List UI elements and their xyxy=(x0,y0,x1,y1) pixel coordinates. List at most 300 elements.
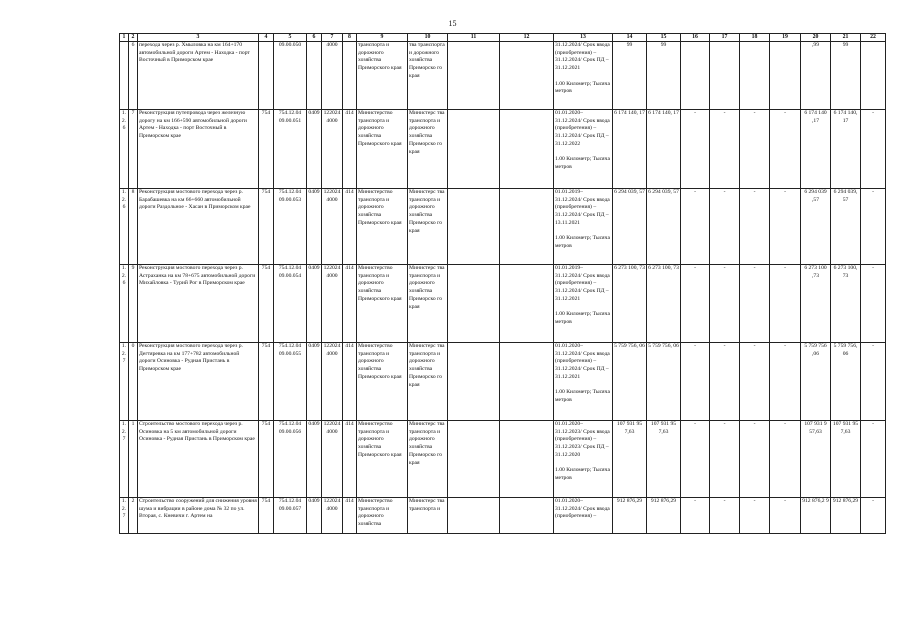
table-cell-col-21 xyxy=(831,265,861,343)
table-cell-col-21 xyxy=(831,189,861,265)
table-cell-col-20 xyxy=(801,265,831,343)
table-cell-col-5 xyxy=(274,110,307,189)
cell-text: 99 xyxy=(626,42,633,48)
table-cell-col-21 xyxy=(831,421,861,498)
cell-text: 122024 4000 xyxy=(323,189,341,203)
table-cell-col-10 xyxy=(408,421,448,498)
table-cell-col-5 xyxy=(274,343,307,421)
table-cell-col-3 xyxy=(138,343,259,421)
table-cell-col-18 xyxy=(740,343,770,421)
table-cell-col-22 xyxy=(861,343,886,421)
table-cell-col-9 xyxy=(357,189,408,265)
cell-text: Реконструкция мостового перехода через р. Дегтяревка на км 177+782 автомобильной дороги Осиновка - Рудная Пристань в Приморском крае xyxy=(139,343,243,373)
table-cell-col-8 xyxy=(343,421,357,498)
table-cell-col-12 xyxy=(500,189,554,265)
cell-text: 414 xyxy=(345,110,354,116)
table-cell-col-2 xyxy=(129,265,138,343)
table-cell-col-14 xyxy=(613,421,647,498)
table-cell-col-21 xyxy=(831,498,861,534)
cell-text: - xyxy=(872,110,874,116)
table-cell-col-9 xyxy=(357,265,408,343)
cell-text: 0409 xyxy=(308,498,320,504)
column-header-1: 1 xyxy=(120,34,129,42)
table-cell-col-6 xyxy=(307,189,322,265)
table-cell-col-20 xyxy=(801,42,831,110)
table-cell-col-1 xyxy=(120,189,129,265)
cell-text: 01.01.2020– 31.12.2024/ Срок ввода (приобретения) – 31.12.2024/ Срок ПД – 31.12.2021 1.00 Километр; Тысяча метров xyxy=(555,343,610,403)
column-header-10: 10 xyxy=(408,34,448,42)
column-header-19: 19 xyxy=(770,34,801,42)
table-cell-col-2 xyxy=(129,110,138,189)
column-header-18: 18 xyxy=(740,34,770,42)
column-header-21: 21 xyxy=(831,34,861,42)
column-header-12: 12 xyxy=(500,34,554,42)
table-cell-col-22 xyxy=(861,110,886,189)
cell-text: Министерство транспорта и дорожного хозяйства Приморского края xyxy=(358,421,402,458)
cell-text: Строительство мостового перехода через р. Осиновка на 5 км автомобильной дороги Осиновка - Рудная Пристань в Приморском крае xyxy=(139,421,255,443)
table-cell-col-9 xyxy=(357,421,408,498)
cell-text: ,99 xyxy=(812,42,819,48)
cell-text: 414 xyxy=(345,189,354,195)
cell-text: 754 xyxy=(261,421,271,427)
column-header-13: 13 xyxy=(554,34,613,42)
table-cell-col-18 xyxy=(740,110,770,189)
table-cell-col-12 xyxy=(500,343,554,421)
cell-text: - xyxy=(694,265,696,271)
cell-text: 414 xyxy=(345,498,354,504)
table-cell-col-19 xyxy=(770,498,801,534)
cell-text: Министерс тва транспорта и дорожного хозяйства Приморско го края xyxy=(409,110,445,155)
table-cell-col-8 xyxy=(343,498,357,534)
cell-text: 754.12.04 09.00.051 xyxy=(278,110,302,124)
table-cell-col-15 xyxy=(647,421,681,498)
table-cell-col-22 xyxy=(861,498,886,534)
cell-text: 1.2.6 xyxy=(121,265,127,287)
cell-text: 107 931 95 7,63 xyxy=(832,421,859,435)
cell-text: - xyxy=(723,498,726,504)
cell-text: - xyxy=(723,110,726,116)
table-cell-col-21 xyxy=(831,343,861,421)
table-cell-col-10 xyxy=(408,189,448,265)
table-cell-col-4 xyxy=(259,189,274,265)
cell-text: 754.12.04 09.00.055 xyxy=(278,343,302,357)
table-cell-col-15 xyxy=(647,343,681,421)
table-cell-col-7 xyxy=(322,498,343,534)
page-number: 15 xyxy=(448,19,457,28)
cell-text: - xyxy=(694,343,696,349)
cell-text: 1.2.7 xyxy=(121,498,127,520)
cell-text: Министерство транспорта и дорожного хозяйства Приморского края xyxy=(358,110,402,147)
table-cell-col-5 xyxy=(274,498,307,534)
table-cell-col-16 xyxy=(681,498,710,534)
table-cell-col-7 xyxy=(322,421,343,498)
table-cell-col-14 xyxy=(613,189,647,265)
table-cell-col-3 xyxy=(138,421,259,498)
cell-text: 6 xyxy=(131,42,135,48)
table-cell-col-19 xyxy=(770,421,801,498)
table-cell-col-18 xyxy=(740,498,770,534)
column-header-7: 7 xyxy=(322,34,343,42)
cell-text: 2 xyxy=(131,498,135,504)
cell-text: 5 759 756, 06 xyxy=(833,343,858,357)
table-cell-col-22 xyxy=(861,42,886,110)
cell-text: Министерс тва транспорта и дорожного хозяйства Приморско го края xyxy=(409,189,445,234)
table-cell-col-4 xyxy=(259,343,274,421)
table-body xyxy=(120,42,886,534)
table-cell-col-17 xyxy=(710,42,740,110)
cell-text: Реконструкция мостового перехода через р. Астраханка на км 78+675 автомобильной дороги Михайловка - Турий Рог в Приморском крае xyxy=(139,265,256,287)
table-cell-col-14 xyxy=(613,42,647,110)
table-row xyxy=(120,42,886,110)
table-cell-col-13 xyxy=(554,110,613,189)
cell-text: 1.2.6 xyxy=(121,189,127,211)
cell-text: 0409 xyxy=(308,343,320,349)
cell-text: 107 931 9 57,63 xyxy=(804,421,827,435)
table-cell-col-17 xyxy=(710,421,740,498)
cell-text: 99 xyxy=(660,42,667,48)
cell-text: 99 xyxy=(842,42,849,48)
cell-text: 6 174 140, 17 xyxy=(833,110,858,124)
table-cell-col-18 xyxy=(740,189,770,265)
cell-text: 31.12.2024/ Срок ввода (приобретения) – 31.12.2024/ Срок ПД – 31.12.2021 1.00 Километр; Тысяча метров xyxy=(555,42,610,95)
cell-text: Строительство сооружений для снижения уровня шума и вибрации в районе дома № 32 по ул. Вторая, с. Кневичи г. Артем на xyxy=(139,498,257,520)
cell-text: - xyxy=(694,189,696,195)
cell-text: 5 759 756, 06 xyxy=(648,343,679,349)
table-cell-col-18 xyxy=(740,42,770,110)
table-cell-col-2 xyxy=(129,498,138,534)
cell-text: 6 294 039 ,57 xyxy=(804,189,827,203)
table-cell-col-10 xyxy=(408,110,448,189)
column-header-22: 22 xyxy=(861,34,886,42)
table-cell-col-21 xyxy=(831,42,861,110)
cell-text: - xyxy=(784,343,786,349)
cell-text: 09.00.050 xyxy=(278,42,302,48)
table-cell-col-6 xyxy=(307,421,322,498)
table-cell-col-6 xyxy=(307,110,322,189)
cell-text: 0409 xyxy=(308,189,320,195)
table-cell-col-3 xyxy=(138,498,259,534)
cell-text: 0409 xyxy=(308,110,320,116)
table-cell-col-11 xyxy=(448,265,500,343)
cell-text: 107 931 95 7,63 xyxy=(650,421,677,435)
cell-text: 6 174 140, 17 xyxy=(614,110,645,116)
cell-text: 754.12.04 09.00.056 xyxy=(278,421,302,435)
table-cell-col-19 xyxy=(770,42,801,110)
table-row xyxy=(120,189,886,265)
table-cell-col-6 xyxy=(307,343,322,421)
cell-text: - xyxy=(753,265,756,271)
table-cell-col-7 xyxy=(322,265,343,343)
column-header-6: 6 xyxy=(307,34,322,42)
column-header-8: 8 xyxy=(343,34,357,42)
cell-text: - xyxy=(872,189,874,195)
cell-text: 414 xyxy=(345,421,354,427)
table-cell-col-18 xyxy=(740,265,770,343)
table-cell-col-15 xyxy=(647,265,681,343)
cell-text: 122024 4000 xyxy=(323,421,341,435)
cell-text: 0409 xyxy=(308,265,320,271)
table-cell-col-1 xyxy=(120,42,129,110)
table-cell-col-15 xyxy=(647,42,681,110)
table-cell-col-17 xyxy=(710,343,740,421)
table-cell-col-7 xyxy=(322,189,343,265)
column-header-15: 15 xyxy=(647,34,681,42)
cell-text: 6 294 039, 57 xyxy=(833,189,858,203)
table-cell-col-2 xyxy=(129,42,138,110)
cell-text: 122024 4000 xyxy=(323,265,341,279)
table-cell-col-22 xyxy=(861,421,886,498)
cell-text: - xyxy=(784,498,786,504)
table-cell-col-13 xyxy=(554,498,613,534)
cell-text: 1 xyxy=(131,421,135,427)
table-cell-col-6 xyxy=(307,265,322,343)
table-cell-col-13 xyxy=(554,343,613,421)
cell-text: - xyxy=(872,265,874,271)
cell-text: 912 876,29 xyxy=(616,498,643,504)
cell-text: 6 174 140, 17 xyxy=(648,110,679,116)
cell-text: 6 273 100, 73 xyxy=(614,265,645,271)
table-cell-col-1 xyxy=(120,343,129,421)
cell-text: - xyxy=(694,498,696,504)
table-cell-col-7 xyxy=(322,343,343,421)
cell-text: - xyxy=(784,189,786,195)
table-cell-col-16 xyxy=(681,343,710,421)
column-header-14: 14 xyxy=(613,34,647,42)
cell-text: 754 xyxy=(261,498,271,504)
table-cell-col-13 xyxy=(554,189,613,265)
cell-text: Министерство транспорта и дорожного хозяйства xyxy=(358,498,393,528)
table-cell-col-20 xyxy=(801,343,831,421)
table-cell-col-8 xyxy=(343,110,357,189)
cell-text: - xyxy=(872,343,874,349)
cell-text: тва транспорта и дорожного хозяйства Приморско го края xyxy=(409,42,445,79)
table-cell-col-5 xyxy=(274,421,307,498)
cell-text: - xyxy=(753,421,756,427)
cell-text: - xyxy=(753,110,756,116)
table-cell-col-1 xyxy=(120,110,129,189)
cell-text: 01.01.2019– 31.12.2024/ Срок ввода (приобретения) – 31.12.2024/ Срок ПД – 13.11.2021 1.00 Километр; Тысяча метров xyxy=(555,189,610,249)
cell-text: 414 xyxy=(345,343,354,349)
cell-text: 4000 xyxy=(326,42,338,48)
cell-text: - xyxy=(872,498,874,504)
table-cell-col-4 xyxy=(259,498,274,534)
table-cell-col-12 xyxy=(500,265,554,343)
table-cell-col-3 xyxy=(138,110,259,189)
table-cell-col-2 xyxy=(129,343,138,421)
table-cell-col-19 xyxy=(770,343,801,421)
cell-text: 01.01.2020– 31.12.2023/ Срок ввода (приобретения) – 31.12.2023/ Срок ПД – 31.12.2020 1.00 Километр; Тысяча метров xyxy=(555,421,610,481)
table-cell-col-16 xyxy=(681,110,710,189)
table-cell-col-12 xyxy=(500,42,554,110)
cell-text: - xyxy=(723,421,726,427)
cell-text: 01.01.2019– 31.12.2024/ Срок ввода (приобретения) – 31.12.2024/ Срок ПД – 31.12.2021 1.00 Километр; Тысяча метров xyxy=(555,265,610,325)
table-cell-col-20 xyxy=(801,189,831,265)
cell-text: 0409 xyxy=(308,421,320,427)
table-cell-col-15 xyxy=(647,498,681,534)
table-cell-col-3 xyxy=(138,189,259,265)
table-cell-col-3 xyxy=(138,42,259,110)
cell-text: 912 876,29 xyxy=(650,498,677,504)
cell-text: 01.01.2020– 31.12.2024/ Срок ввода (приобретения) – xyxy=(555,498,610,520)
table-row xyxy=(120,265,886,343)
table-cell-col-4 xyxy=(259,421,274,498)
cell-text: - xyxy=(784,421,786,427)
table-cell-col-2 xyxy=(129,421,138,498)
table-row xyxy=(120,110,886,189)
table-cell-col-11 xyxy=(448,189,500,265)
table-cell-col-5 xyxy=(274,42,307,110)
table-cell-col-19 xyxy=(770,265,801,343)
table-cell-col-17 xyxy=(710,189,740,265)
table-cell-col-20 xyxy=(801,110,831,189)
cell-text: - xyxy=(723,265,726,271)
cell-text: 6 273 100, 73 xyxy=(648,265,679,271)
cell-text: 8 xyxy=(131,189,135,195)
table-cell-col-4 xyxy=(259,42,274,110)
table-cell-col-10 xyxy=(408,265,448,343)
cell-text: 7 xyxy=(131,110,135,116)
cell-text: Министерство транспорта и дорожного хозяйства Приморского края xyxy=(358,343,402,380)
cell-text: Министерс тва транспорта и дорожного хозяйства Приморско го края xyxy=(409,265,445,310)
cell-text: 107 931 95 7,63 xyxy=(616,421,643,435)
column-header-20: 20 xyxy=(801,34,831,42)
table-cell-col-6 xyxy=(307,498,322,534)
table-cell-col-5 xyxy=(274,189,307,265)
table-cell-col-16 xyxy=(681,189,710,265)
cell-text: - xyxy=(694,110,696,116)
cell-text: 5 759 756 ,06 xyxy=(804,343,827,357)
table-cell-col-15 xyxy=(647,189,681,265)
cell-text: 1.2.6 xyxy=(121,110,127,132)
table-cell-col-5 xyxy=(274,265,307,343)
table-cell-col-17 xyxy=(710,265,740,343)
table-cell-col-14 xyxy=(613,110,647,189)
cell-text: Министерс тва транспорта и xyxy=(409,498,445,512)
investment-table xyxy=(119,33,886,534)
cell-text: - xyxy=(784,110,786,116)
table-cell-col-9 xyxy=(357,343,408,421)
cell-text: - xyxy=(872,421,874,427)
column-header-5: 5 xyxy=(274,34,307,42)
table-cell-col-19 xyxy=(770,189,801,265)
table-cell-col-3 xyxy=(138,265,259,343)
table-cell-col-8 xyxy=(343,189,357,265)
cell-text: 754 xyxy=(261,343,271,349)
table-cell-col-14 xyxy=(613,498,647,534)
table-cell-col-11 xyxy=(448,421,500,498)
table-cell-col-9 xyxy=(357,110,408,189)
table-cell-col-15 xyxy=(647,110,681,189)
table-cell-col-11 xyxy=(448,42,500,110)
cell-text: 1.2.7 xyxy=(121,343,127,365)
cell-text: 122024 4000 xyxy=(323,498,341,512)
cell-text: Реконструкция путепровода через железную дорогу на км 166+590 автомобильной дороги Артем - Находка - порт Восточный в Приморском крае xyxy=(139,110,247,140)
column-header-2: 2 xyxy=(129,34,138,42)
table-cell-col-8 xyxy=(343,42,357,110)
cell-text: 414 xyxy=(345,265,354,271)
table-cell-col-21 xyxy=(831,110,861,189)
table-cell-col-2 xyxy=(129,189,138,265)
table-cell-col-13 xyxy=(554,42,613,110)
table-row xyxy=(120,343,886,421)
table-cell-col-13 xyxy=(554,421,613,498)
cell-text: Министерство транспорта и дорожного хозяйства Приморского края xyxy=(358,265,402,302)
cell-text: 754 xyxy=(261,110,271,116)
cell-text: 912 876,29 xyxy=(832,498,859,504)
cell-text: 6 294 039, 57 xyxy=(648,189,679,195)
cell-text: транспорта и дорожного хозяйства Приморского края xyxy=(358,42,402,72)
cell-text: Министерс тва транспорта и дорожного хозяйства Приморско го края xyxy=(409,421,445,466)
table-cell-col-1 xyxy=(120,265,129,343)
cell-text: 6 174 140 ,17 xyxy=(804,110,827,124)
table-cell-col-7 xyxy=(322,42,343,110)
header-row xyxy=(120,34,886,42)
table-cell-col-10 xyxy=(408,42,448,110)
cell-text: 122024 4000 xyxy=(323,343,341,357)
table-cell-col-20 xyxy=(801,498,831,534)
column-header-4: 4 xyxy=(259,34,274,42)
table-cell-col-11 xyxy=(448,110,500,189)
cell-text: 1.2.7 xyxy=(121,421,127,443)
table-cell-col-13 xyxy=(554,265,613,343)
table-cell-col-16 xyxy=(681,265,710,343)
column-header-11: 11 xyxy=(448,34,500,42)
column-header-16: 16 xyxy=(681,34,710,42)
cell-text: 122024 4000 xyxy=(323,110,341,124)
cell-text: - xyxy=(753,343,756,349)
table-cell-col-12 xyxy=(500,498,554,534)
table-cell-col-7 xyxy=(322,110,343,189)
column-header-17: 17 xyxy=(710,34,740,42)
cell-text: 912 876,2 9 xyxy=(802,498,829,504)
table-cell-col-22 xyxy=(861,265,886,343)
table-cell-col-16 xyxy=(681,42,710,110)
cell-text: 9 xyxy=(131,265,135,271)
table-cell-col-12 xyxy=(500,110,554,189)
table-cell-col-12 xyxy=(500,421,554,498)
table-cell-col-8 xyxy=(343,265,357,343)
table-cell-col-18 xyxy=(740,421,770,498)
table-row xyxy=(120,498,886,534)
table-cell-col-22 xyxy=(861,189,886,265)
table-cell-col-1 xyxy=(120,498,129,534)
table-cell-col-19 xyxy=(770,110,801,189)
table-cell-col-9 xyxy=(357,42,408,110)
cell-text: 754.12.04 09.00.057 xyxy=(278,498,302,512)
table-cell-col-6 xyxy=(307,42,322,110)
table-row xyxy=(120,421,886,498)
cell-text: 5 759 756, 06 xyxy=(614,343,645,349)
table-cell-col-10 xyxy=(408,498,448,534)
cell-text: 754.12.04 09.00.054 xyxy=(278,265,302,279)
table-cell-col-11 xyxy=(448,343,500,421)
cell-text: 6 273 100 ,73 xyxy=(804,265,827,279)
table-cell-col-4 xyxy=(259,265,274,343)
cell-text: - xyxy=(694,421,696,427)
column-header-3: 3 xyxy=(138,34,259,42)
cell-text: Реконструкция мостового перехода через р. Барабашевка на км 66+660 автомобильной дороги Раздольное - Хасан в Приморском крае xyxy=(139,189,251,211)
cell-text: 0 xyxy=(131,343,135,349)
cell-text: перехода через р. Хмыловка на км 164+170 автомобильной дороги Артем - Находка - порт Восточный в Приморском крае xyxy=(139,42,250,64)
cell-text: - xyxy=(723,189,726,195)
cell-text: Министерс тва транспорта и дорожного хозяйства Приморско го края xyxy=(409,343,445,388)
cell-text: - xyxy=(753,189,756,195)
cell-text: 6 273 100, 73 xyxy=(833,265,858,279)
cell-text: 01.01.2020– 31.12.2024/ Срок ввода (приобретения) – 31.12.2024/ Срок ПД – 31.12.2022 1.00 Километр; Тысяча метров xyxy=(555,110,610,170)
cell-text: - xyxy=(753,498,756,504)
table-cell-col-14 xyxy=(613,265,647,343)
table-cell-col-17 xyxy=(710,110,740,189)
